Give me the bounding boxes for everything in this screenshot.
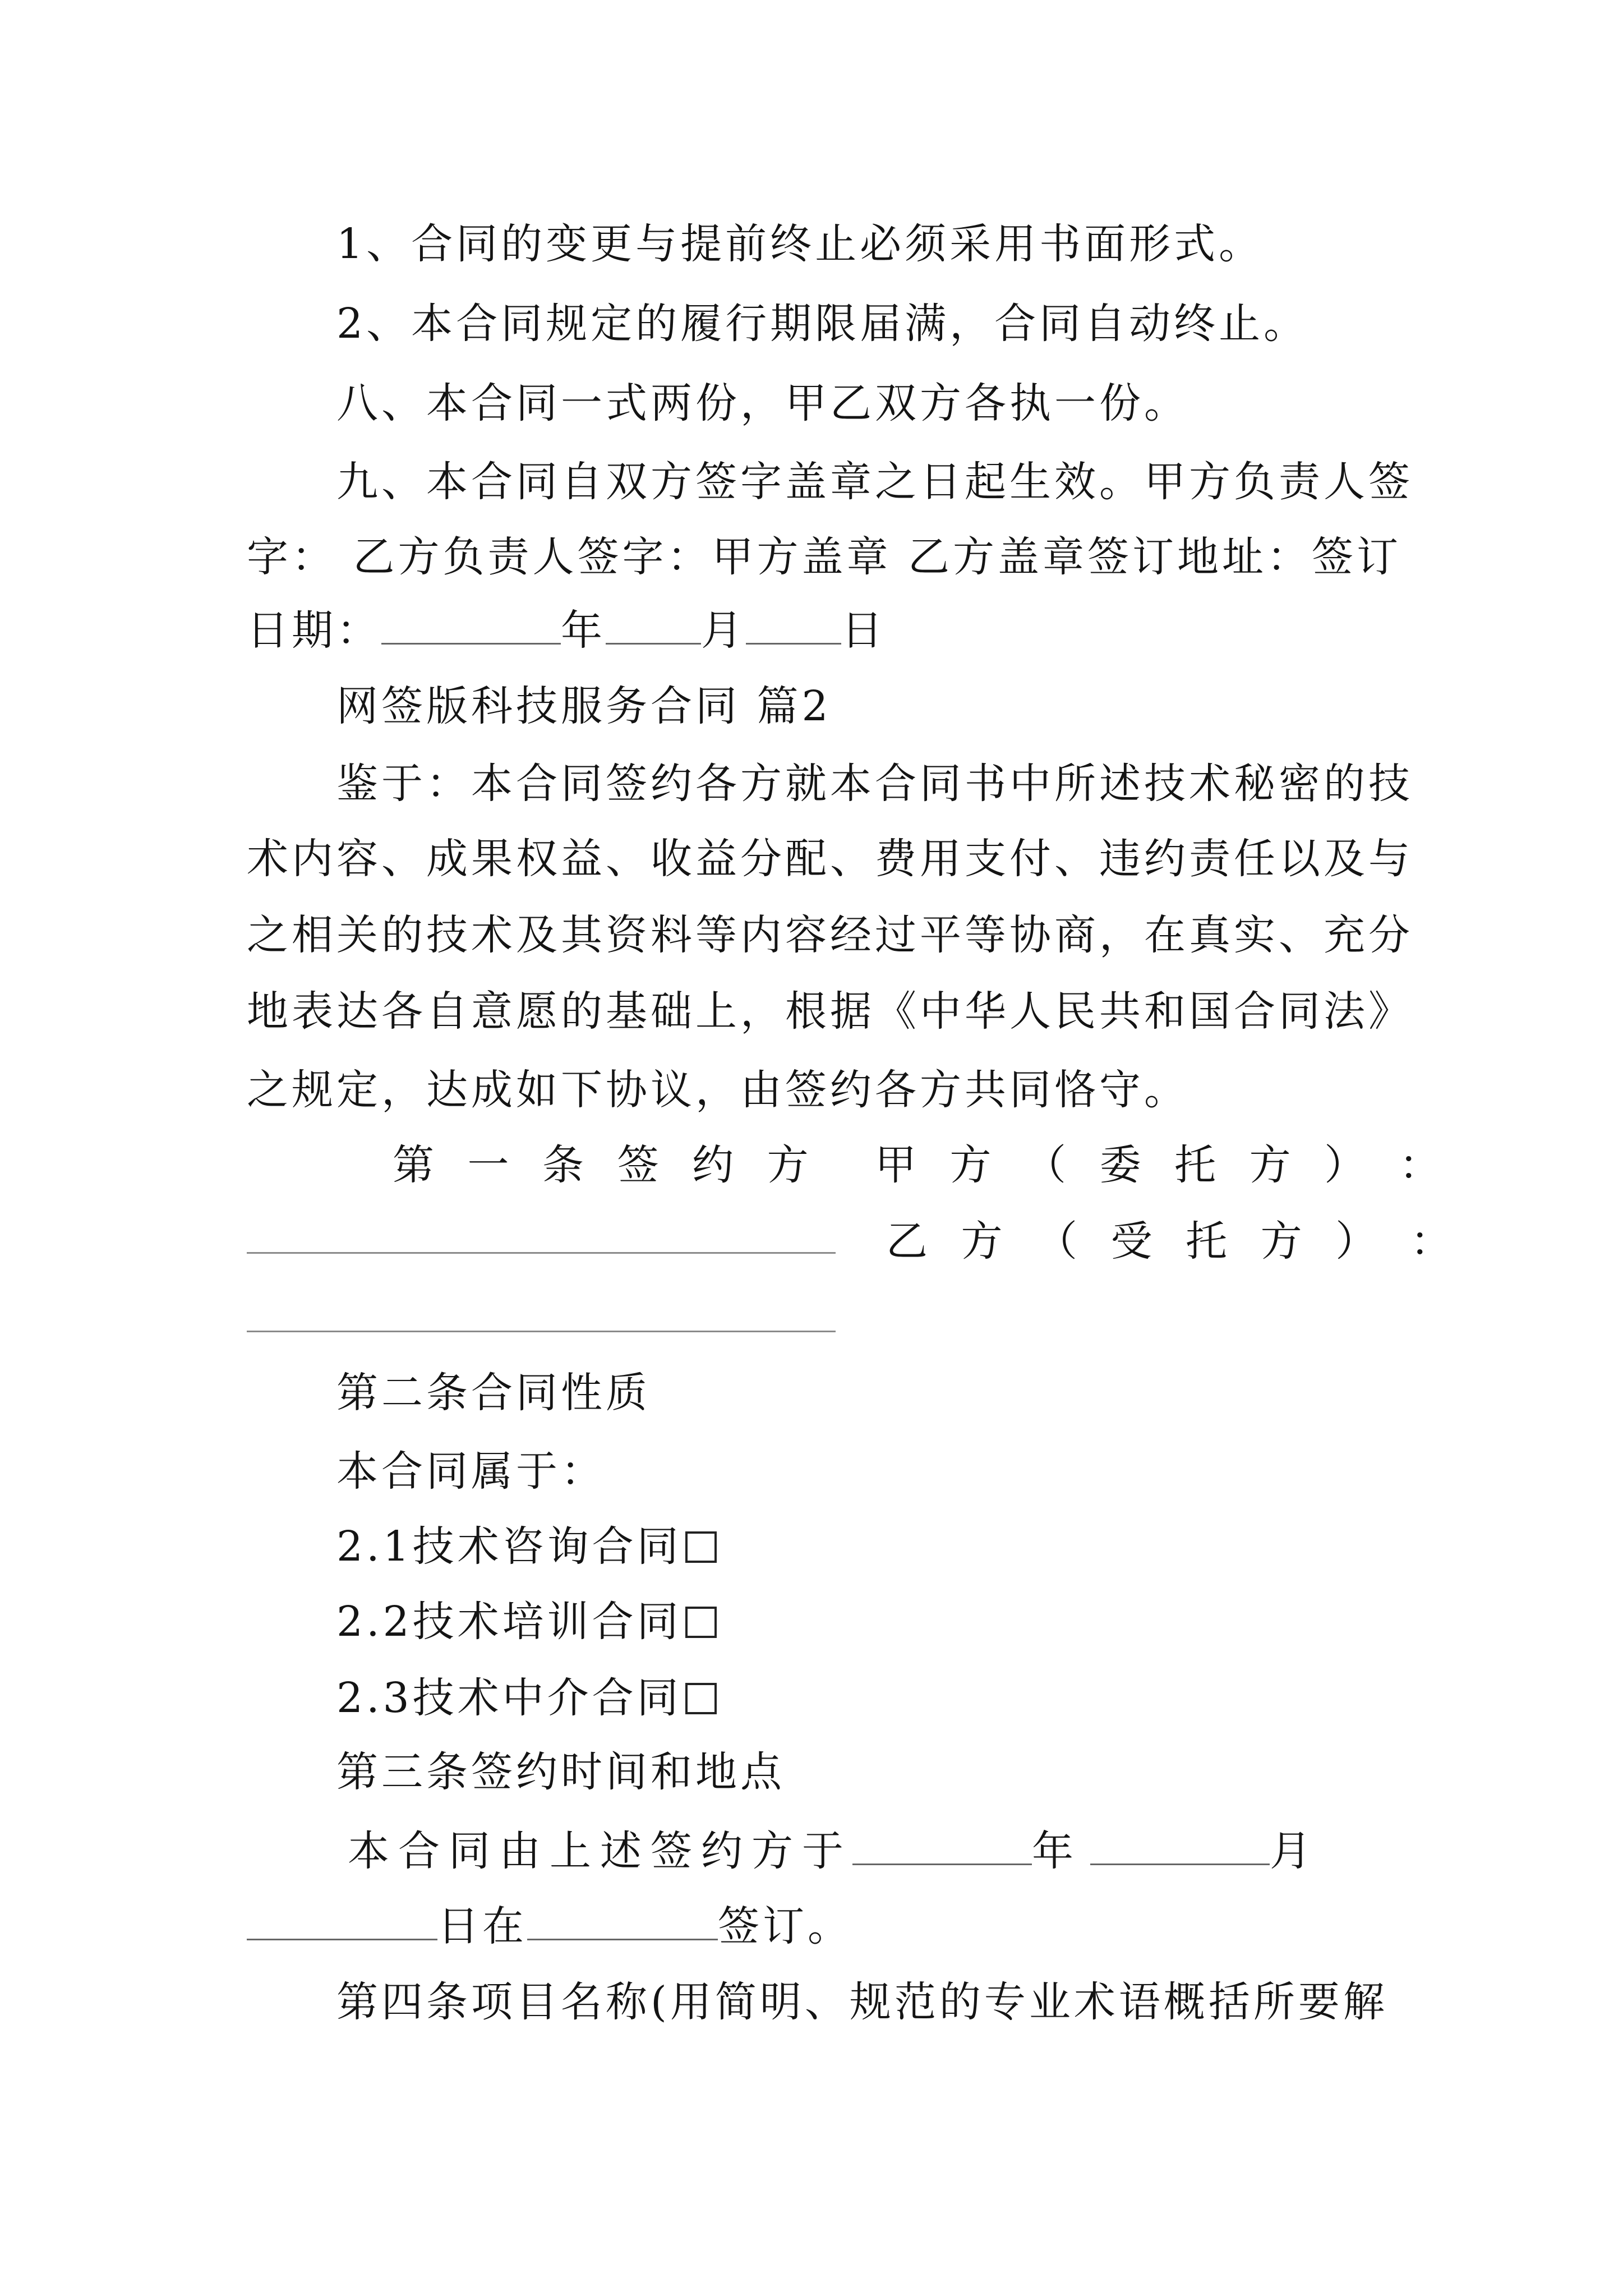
year-label: 年 bbox=[1032, 1827, 1082, 1875]
month-blank bbox=[1090, 1829, 1270, 1865]
year-blank bbox=[852, 1829, 1032, 1865]
text-line: 术内容、成果权益、收益分配、费用支付、违约责任以及与 bbox=[247, 835, 1413, 883]
option-label: 2.2技术培训合同 bbox=[336, 1598, 682, 1646]
year-label: 年 bbox=[561, 606, 606, 655]
text-line: 之相关的技术及其资料等内容经过平等协商，在真实、充分 bbox=[247, 911, 1413, 959]
place-blank bbox=[527, 1904, 718, 1940]
date-label: 日期： bbox=[247, 606, 381, 655]
text-line: 地表达各自意愿的基础上，根据《中华人民共和国合同法》 bbox=[247, 987, 1413, 1036]
text-line: 2、本合同规定的履行期限届满，合同自动终止。 bbox=[336, 300, 1309, 348]
day-blank bbox=[746, 608, 841, 645]
checkbox[interactable] bbox=[685, 1531, 717, 1563]
text-line: 字： 乙方负责人签字：甲方盖章 乙方盖章签订地址：签订 bbox=[247, 533, 1402, 581]
party-b-label: 乙 方 （ 受 托 方 ） ： bbox=[886, 1217, 1462, 1266]
clause-title: 第 一 条 签 约 方 bbox=[393, 1141, 819, 1189]
text-segment: 本合同由上述签约方于 bbox=[348, 1827, 852, 1875]
party-b-blank bbox=[247, 1331, 836, 1332]
checkbox[interactable] bbox=[685, 1607, 717, 1638]
checkbox-option bbox=[336, 1598, 1376, 1646]
month-label: 月 bbox=[1270, 1827, 1320, 1875]
party-a-label: 甲 方 （ 委 托 方 ） ： bbox=[875, 1141, 1451, 1189]
text-line: 之规定，达成如下协议，由签约各方共同恪守。 bbox=[247, 1066, 1189, 1114]
checkbox-option bbox=[336, 1522, 1376, 1571]
sign-place-line bbox=[247, 1902, 1376, 1950]
text-line: 九、本合同自双方签字盖章之日起生效。甲方负责人签 bbox=[336, 458, 1413, 506]
text-line: 1、合同的变更与提前终止必须采用书面形式。 bbox=[336, 220, 1264, 268]
clause-title: 第四条项目名称(用简明、规范的专业术语概括所要解 bbox=[336, 1978, 1388, 2026]
day-blank bbox=[247, 1904, 437, 1940]
month-label: 月 bbox=[701, 606, 746, 655]
date-line bbox=[247, 606, 1376, 655]
text-segment: 签订。 bbox=[718, 1902, 852, 1950]
text-line: 本合同属于： bbox=[336, 1447, 606, 1496]
sign-date-line bbox=[348, 1827, 1376, 1875]
month-blank bbox=[606, 608, 701, 645]
clause-title: 第三条签约时间和地点 bbox=[336, 1748, 785, 1796]
option-label: 2.3技术中介合同 bbox=[336, 1674, 682, 1722]
text-line: 鉴于：本合同签约各方就本合同书中所述技术秘密的技 bbox=[336, 760, 1413, 808]
party-a-blank bbox=[247, 1252, 836, 1254]
year-blank bbox=[381, 608, 561, 645]
text-segment: 日在 bbox=[437, 1902, 527, 1950]
checkbox-option bbox=[336, 1674, 1376, 1722]
section-heading: 网签版科技服务合同 篇2 bbox=[336, 682, 832, 730]
clause-title: 第二条合同性质 bbox=[336, 1369, 651, 1417]
day-label: 日 bbox=[841, 606, 886, 655]
checkbox[interactable] bbox=[685, 1683, 717, 1714]
text-line: 八、本合同一式两份，甲乙双方各执一份。 bbox=[336, 379, 1189, 427]
option-label: 2.1技术咨询合同 bbox=[336, 1522, 682, 1571]
